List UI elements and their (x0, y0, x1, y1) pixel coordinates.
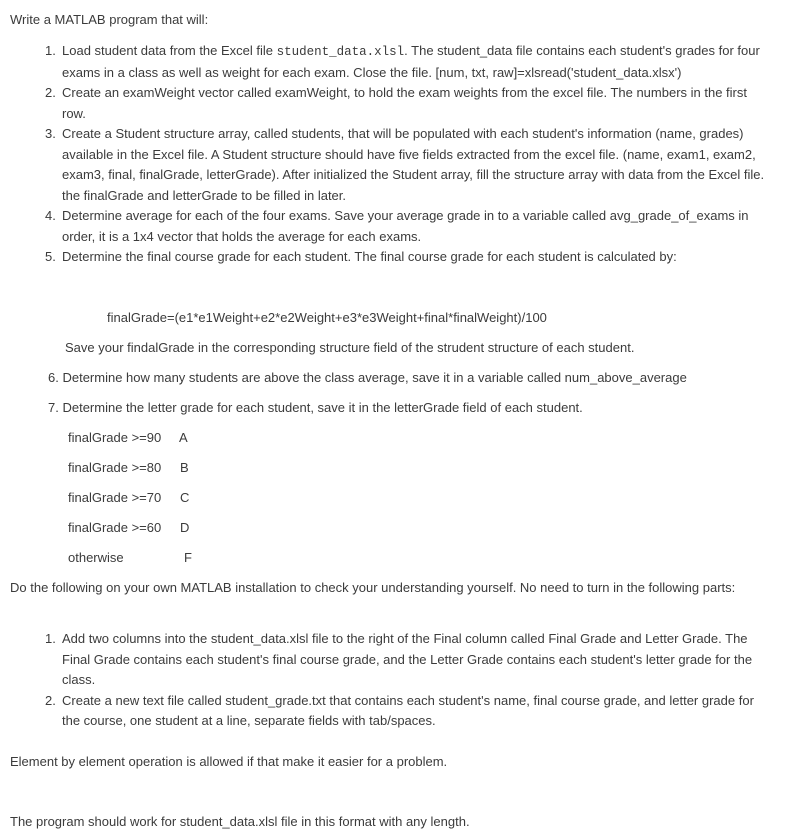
step-7 (48, 398, 583, 419)
intro-text (10, 10, 798, 31)
step-number: 1. (45, 631, 56, 646)
grade-condition: finalGrade >=60 (68, 520, 162, 535)
step-number: 1. (45, 43, 56, 58)
extra-step-2 (45, 691, 770, 732)
step-number: 2. (45, 85, 56, 100)
step-text: Add two columns into the student_data.xlsl file to the right of the Final column called Final Grade and Letter Grade. The Final Grade contains each student's final course grade, and the Letter Grade contains each student's letter grade for the class. (62, 631, 753, 687)
grade-condition: otherwise (68, 550, 124, 565)
step-text: Create an examWeight vector called examWeight, to hold the exam weights from the excel file. The numbers in the first row. (62, 85, 747, 121)
own-install-text (10, 578, 758, 599)
grade-condition: finalGrade >=90 (68, 430, 162, 445)
step-1 (45, 41, 770, 83)
step-5 (45, 247, 770, 268)
step-text: Determine the final course grade for each student. The final course grade for each student is calculated by: (62, 249, 677, 264)
grade-letter: B (180, 460, 189, 475)
element-note: Element by element operation is allowed if that make it easier for a problem. (10, 754, 448, 769)
step-number: 2. (45, 692, 56, 708)
step-number: 4. (45, 208, 56, 223)
step-2 (45, 83, 770, 124)
grade-condition: finalGrade >=70 (68, 490, 162, 505)
grade-letter: F (184, 550, 192, 565)
step-text: Load student data from the Excel file (62, 43, 277, 58)
grade-condition: finalGrade >=80 (68, 460, 162, 475)
step-number: 3. (45, 126, 56, 141)
grade-letter: C (180, 490, 190, 505)
step-text-continued: . The student_data file contains each student's grades for four exams in a class as well as weight for each exam. Close the file. [num, txt, raw]=xlsread('student_data.xlsx') (62, 43, 760, 80)
intro-line: Write a MATLAB program that will: (10, 12, 209, 27)
step-text: Determine how many students are above the class average, save it in a variable called num_above_average (62, 370, 687, 385)
formula: finalGrade=(e1*e1Weight+e2*e2Weight+e3*e3Weight+final*finalWeight)/100 (107, 310, 547, 325)
step-number: 5. (45, 249, 56, 264)
grade-letter: A (179, 430, 188, 445)
step-text: Create a new text file called student_grade.txt that contains each student's name, final course grade, and letter grade for the course, one student at a line, separate fields with tab/spaces. (62, 692, 754, 728)
step-text: Create a Student structure array, called students, that will be populated with each student's information (name, grades) available in the Excel file. A Student structure should have five fields extracted from the excel file. (name, exam1, exam2, exam3, final, finalGrade, letterGrade). After initialized the Student array, fill the structure array with data from the Excel file. the finalGrade and letterGrade to be filled in later. (62, 126, 765, 203)
step-3 (45, 124, 770, 206)
file-name-code: student_data.xlsl (276, 45, 405, 59)
step-4 (45, 206, 770, 247)
step-number: 7. (48, 400, 59, 415)
own-install-line: Do the following on your own MATLAB installation to check your understanding yourself. No need to turn in the following parts: (10, 580, 736, 595)
grade-letter: D (180, 520, 190, 535)
save-note: Save your findalGrade in the corresponding structure field of the strudent structure of each student. (65, 340, 635, 355)
format-note: The program should work for student_data.xlsl file in this format with any length. (10, 814, 470, 829)
step-text: Determine the letter grade for each student, save it in the letterGrade field of each student. (62, 400, 583, 415)
extra-steps-list (0, 629, 770, 732)
step-6 (48, 368, 687, 389)
step-number: 6. (48, 370, 59, 385)
step-text: Determine average for each of the four exams. Save your average grade in to a variable called avg_grade_of_exams in order, it is a 1x4 vector that holds the average for each exams. (62, 208, 749, 244)
extra-step-1 (45, 629, 770, 691)
steps-list (0, 41, 770, 268)
